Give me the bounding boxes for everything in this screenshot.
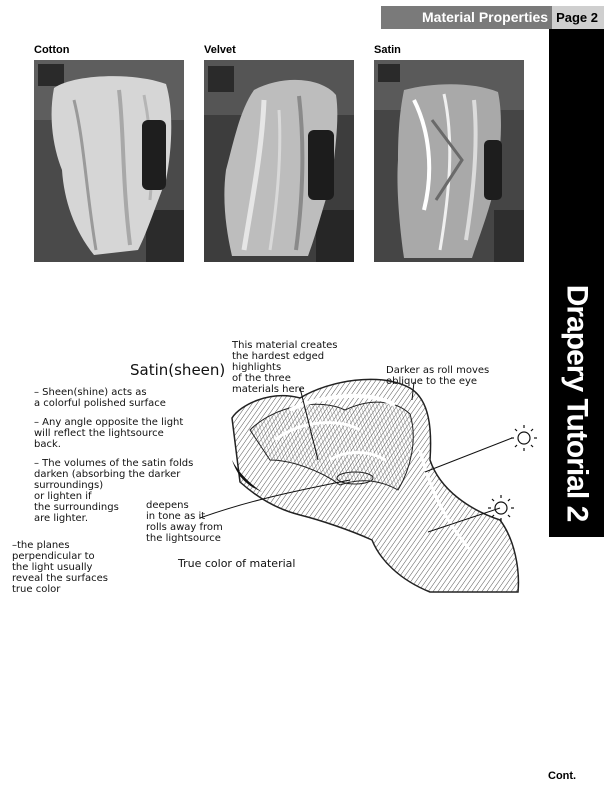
photo-velvet — [204, 60, 354, 262]
annotation-hardest-highlights: This material creates the hardest edged highlights of the three materials here — [232, 340, 338, 395]
annotation-true-color: True color of material — [178, 557, 296, 570]
note-volumes: – The volumes of the satin folds darken (absorbing the darker surroundings) or lighten if the surroundings are lighter. — [34, 458, 194, 524]
continued-label: Cont. — [548, 770, 577, 782]
annotation-deepens: deepens in tone as it rolls away from the lightsource — [146, 500, 223, 544]
sketch-title: Satin(sheen) — [130, 361, 226, 379]
satin-sketch — [0, 310, 548, 610]
page-number: Page 2 — [552, 6, 604, 29]
note-planes: –the planes perpendicular to the light usually reveal the surfaces true color — [12, 540, 108, 595]
header-bar — [381, 6, 604, 29]
section-title: Material Properties — [381, 6, 552, 29]
photo-label-satin: Satin — [374, 44, 401, 56]
photo-label-velvet: Velvet — [204, 44, 236, 56]
note-sheen: – Sheen(shine) acts as a colorful polished surface — [34, 387, 166, 409]
annotation-darker: Darker as roll moves oblique to the eye — [386, 365, 490, 387]
vertical-title-text: Drapery Tutorial 2 — [560, 284, 594, 522]
note-angle: – Any angle opposite the light will reflect the lightsource back. — [34, 417, 184, 450]
photo-cotton — [34, 60, 184, 262]
vertical-title — [549, 270, 604, 536]
photo-label-cotton: Cotton — [34, 44, 70, 56]
photo-satin — [374, 60, 524, 262]
